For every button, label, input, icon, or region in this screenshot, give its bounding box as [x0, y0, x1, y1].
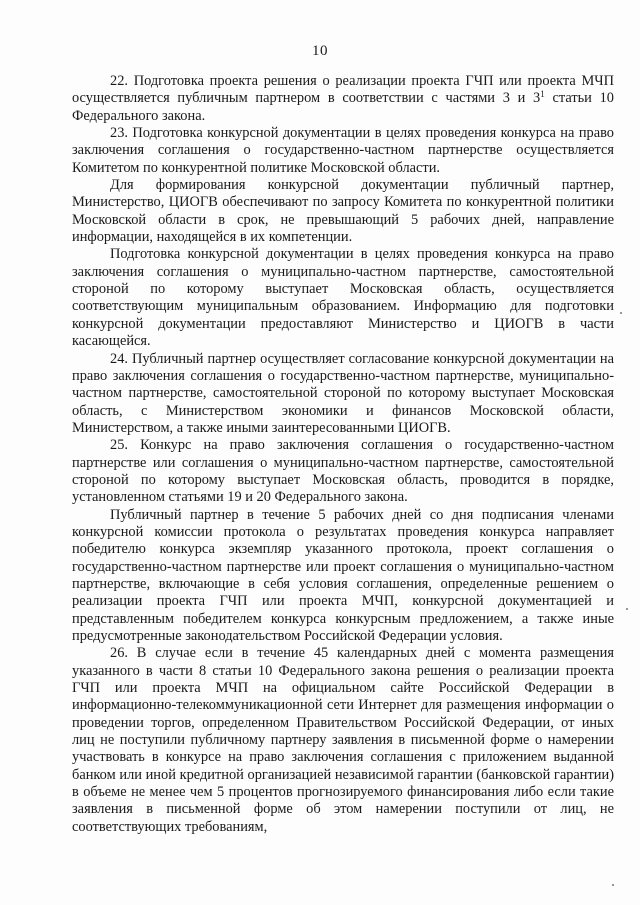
paragraph-22-text-b: статьи 10 Федерального закона. [72, 90, 614, 124]
paragraph-26: 26. В случае если в течение 45 календарных дней с момента размещения указанного в части 8 статьи 10 Федерального закона решения о реализации проекта ГЧП или проекта МЧП на официальном сайте Российской Федерации в информационно-телекоммуникационной сети Интернет для размещения информации о проведении торгов, определенном Правительством Российской Федерации, от иных лиц не поступили публичному партнеру заявления в письменной форме о намерении участвовать в конкурсе на право заключения соглашения с приложением выданной банком или иной кредитной организацией независимой гарантии (банковской гарантии) в объеме не менее чем 5 процентов прогнозируемого финансирования либо если такие заявления в письменной форме об этом намерении поступили от лиц, не соответствующих требованиям, [72, 645, 614, 835]
paragraph-23: 23. Подготовка конкурсной документации в целях проведения конкурса на право заключения соглашения о государственно-частном партнерстве осуществляется Комитетом по конкурентной политике Московской области. [72, 125, 614, 176]
scan-speck [612, 884, 614, 886]
paragraph-22-text-a: 22. Подготовка проекта решения о реализации проекта ГЧП или проекта МЧП осуществляется публичным партнером в соответствии с частями 3 и 3 [72, 73, 614, 107]
paragraph-22 [72, 73, 614, 125]
scan-speck [626, 608, 628, 610]
paragraph-23-municipal: Подготовка конкурсной документации в целях проведения конкурса на право заключения соглашения о муниципально-частном партнерстве, самостоятельной стороной по которому выступает Московская область, осуществляется соответствующим муниципальным образованием. Информацию для подготовки конкурсной документации предоставляют Министерство и ЦИОГВ в части касающейся. [72, 246, 614, 350]
paragraph-23-formation: Для формирования конкурсной документации публичный партнер, Министерство, ЦИОГВ обеспечивают по запросу Комитета по конкурентной политики Московской области в срок, не превышающий 5 рабочих дней, направление информации, находящейся в их компетенции. [72, 177, 614, 246]
page-number: 10 [312, 43, 328, 59]
document-body [72, 73, 614, 836]
paragraph-25: 25. Конкурс на право заключения соглашения о государственно-частном партнерстве или соглашения о муниципально-частном партнерстве, самостоятельной стороной по которому выступает Московская область, проводится в порядке, установленном статьями 19 и 20 Федерального закона. [72, 437, 614, 506]
paragraph-25-protocol: Публичный партнер в течение 5 рабочих дней со дня подписания членами конкурсной комиссии протокола о результатах проведения конкурса направляет победителю конкурса экземпляр указанного протокола, проект соглашения о государственно-частном партнерстве или проект соглашения о муниципально-частном партнерстве, включающие в себя условия соглашения, определенные решением о реализации проекта ГЧП или проекта МЧП, конкурсной документацией и представленным победителем конкурса конкурсным предложением, а также иные предусмотренные законодательством Российской Федерации условия. [72, 506, 614, 644]
scan-speck [620, 312, 622, 314]
paragraph-24: 24. Публичный партнер осуществляет согласование конкурсной документации на право заключения соглашения о государственно-частном партнерстве, муниципально-частном партнерстве, самостоятельной стороной по которому выступает Московская область, с Министерством экономики и финансов Московской области, Министерством, а также иными заинтересованными ЦИОГВ. [72, 350, 614, 436]
superscript-1: 1 [540, 89, 545, 100]
